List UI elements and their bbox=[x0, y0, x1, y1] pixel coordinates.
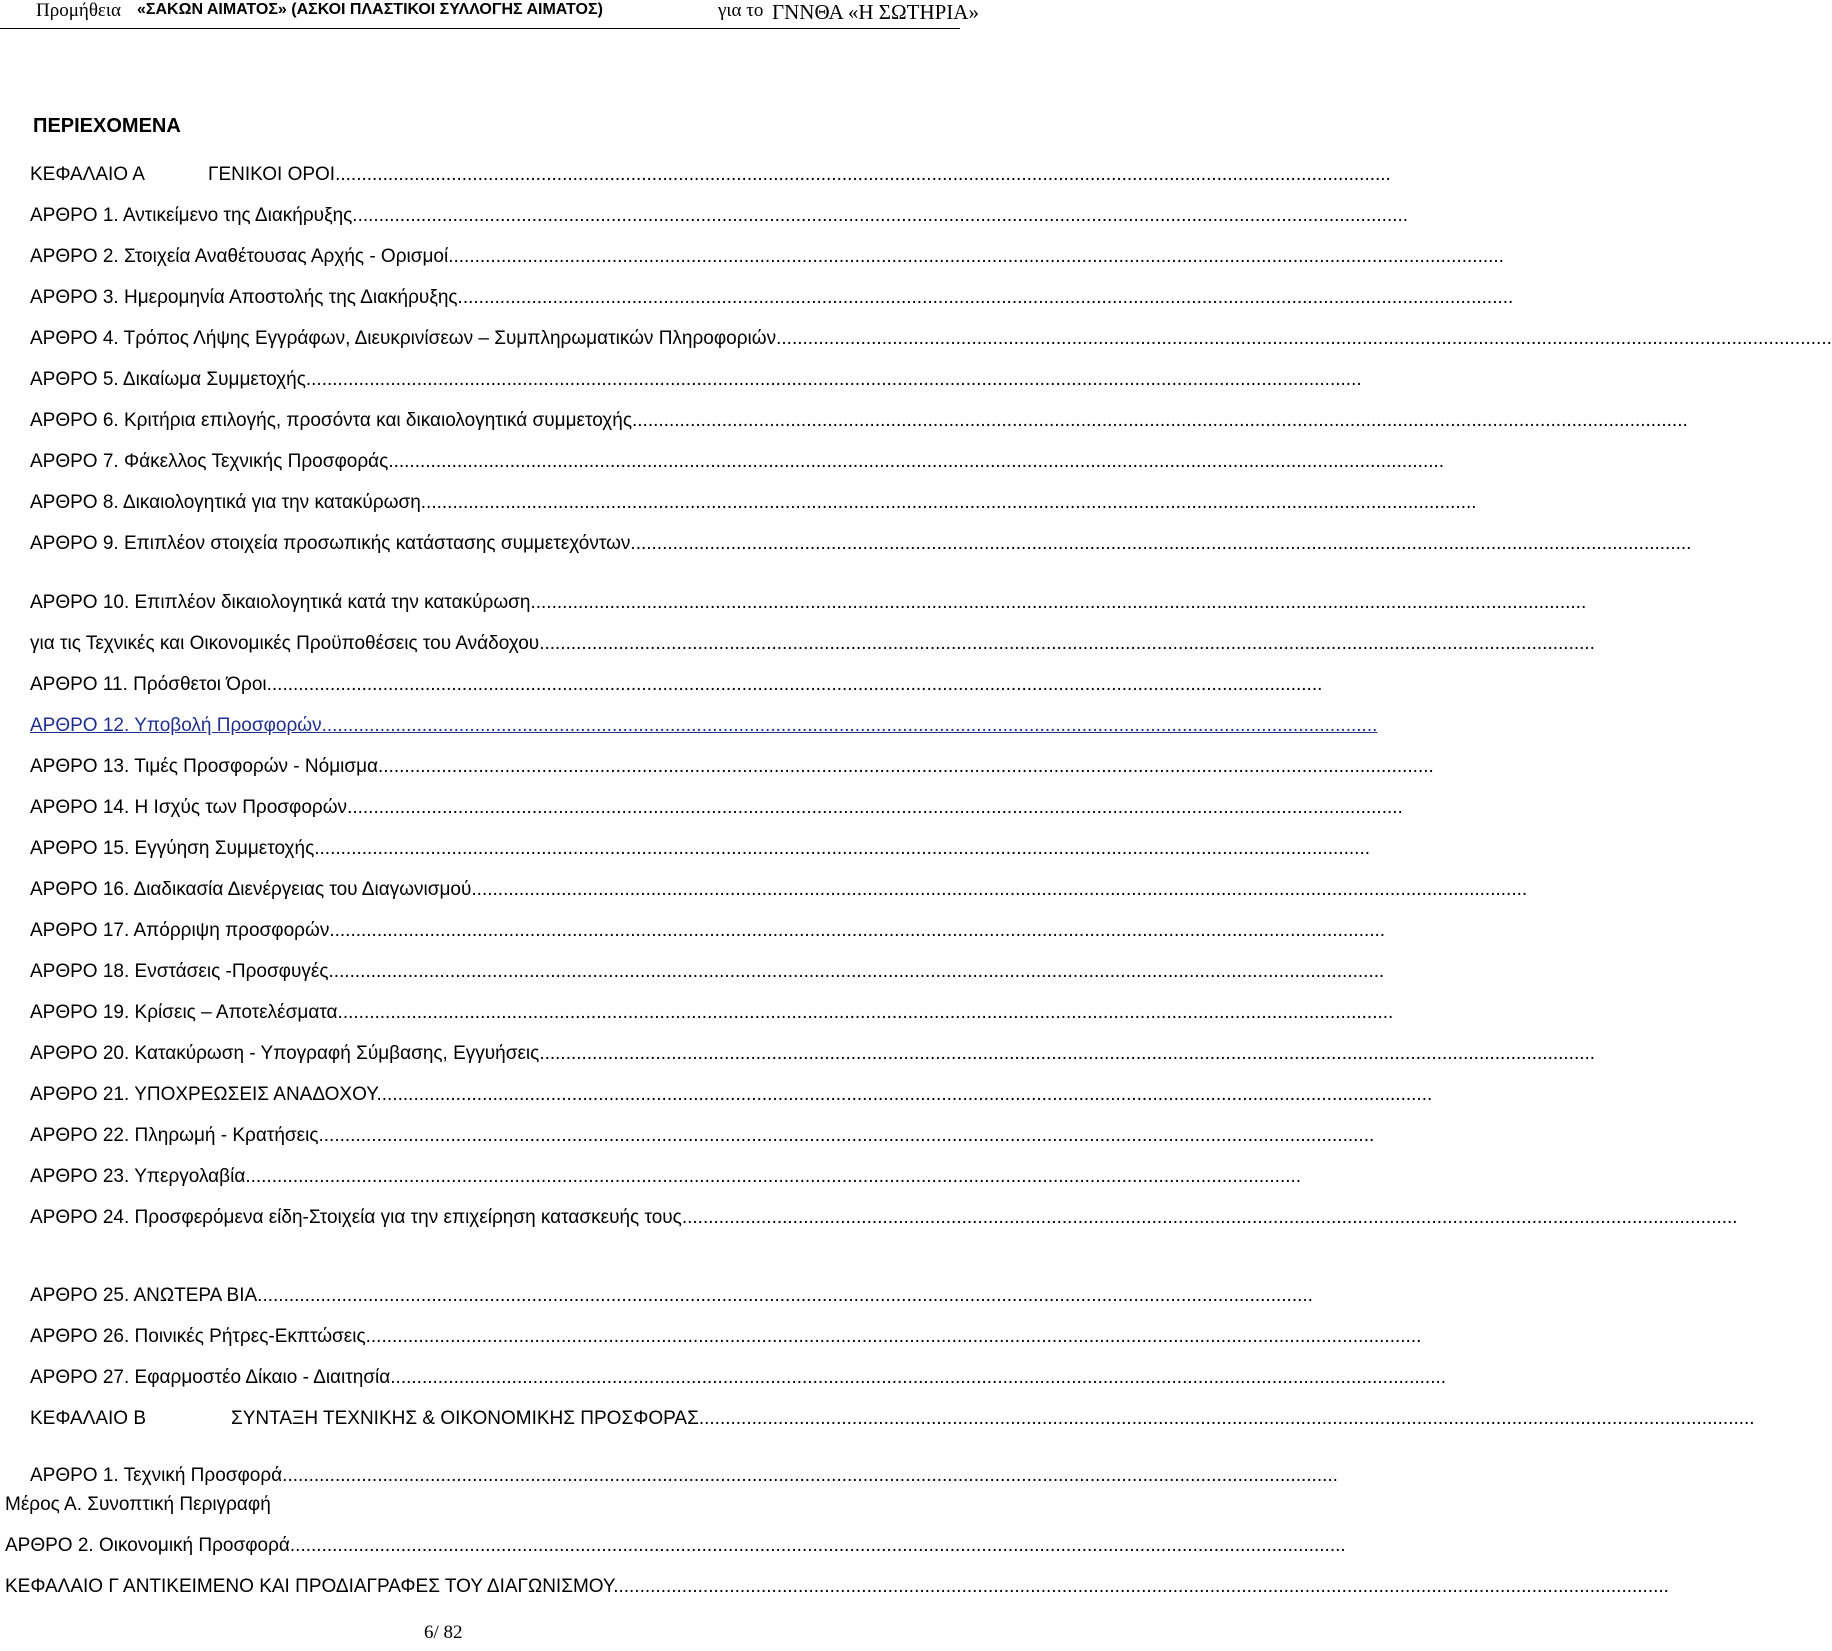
leader-dots: ........................................................................................................................................................................................................ bbox=[266, 674, 1323, 695]
toc-entry[interactable]: ΑΡΘΡΟ 14. Η Ισχύς των Προσφορών........................................................................................................................................................................................................ bbox=[30, 797, 1403, 818]
header-part-3: για το bbox=[718, 0, 764, 21]
leader-dots: ........................................................................................................................................................................................................ bbox=[321, 715, 1378, 736]
leader-dots: ........................................................................................................................................................................................................ bbox=[457, 287, 1514, 308]
leader-dots: ........................................................................................................................................................................................................ bbox=[335, 164, 1391, 185]
toc-entry[interactable]: ΑΡΘΡΟ 25. ΑΝΩΤΕΡΑ ΒΙΑ........................................................................................................................................................................................................ bbox=[30, 1285, 1313, 1306]
leader-dots: ........................................................................................................................................................................................................ bbox=[635, 533, 1692, 554]
toc-entry[interactable]: ΑΡΘΡΟ 4. Τρόπος Λήψης Εγγράφων, Διευκρινίσεων – Συμπληρωματικών Πληροφοριών........................................................................................................................................................................................................ bbox=[30, 328, 1832, 349]
leader-dots: ........................................................................................................................................................................................................ bbox=[318, 1125, 1375, 1146]
chapter-b-label: ΚΕΦΑΛΑΙΟ Β bbox=[30, 1408, 147, 1429]
toc-chapter-g[interactable]: ΚΕΦΑΛΑΙΟ Γ ΑΝΤΙΚΕΙΜΕΝΟ ΚΑΙ ΠΡΟΔΙΑΓΡΑΦΕΣ ΤΟΥ ΔΙΑΓΩΝΙΣΜΟΥ........................................................................................................................................................................................................ bbox=[5, 1576, 1669, 1597]
toc-entry[interactable]: ΑΡΘΡΟ 11. Πρόσθετοι Όροι........................................................................................................................................................................................................ bbox=[30, 674, 1323, 695]
chapter-a-label: ΚΕΦΑΛΑΙΟ Α bbox=[30, 164, 145, 185]
toc-entry[interactable]: ΑΡΘΡΟ 27. Εφαρμοστέο Δίκαιο - Διαιτησία........................................................................................................................................................................................................ bbox=[30, 1367, 1447, 1388]
page-header bbox=[36, 0, 979, 30]
header-part-4: ΓΝΝΘΑ «Η ΣΩΤΗΡΙΑ» bbox=[772, 0, 979, 24]
leader-dots: ........................................................................................................................................................................................................ bbox=[530, 592, 1587, 613]
leader-dots: ........................................................................................................................................................................................................ bbox=[289, 1535, 1346, 1556]
leader-dots: ........................................................................................................................................................................................................ bbox=[378, 756, 1434, 777]
chapter-a-title: ΓΕΝΙΚΟΙ ΟΡΟΙ bbox=[208, 164, 336, 185]
leader-dots: ........................................................................................................................................................................................................ bbox=[539, 1043, 1596, 1064]
toc-entry[interactable]: ΑΡΘΡΟ 18. Ενστάσεις -Προσφυγές........................................................................................................................................................................................................ bbox=[30, 961, 1385, 982]
leader-dots: ........................................................................................................................................................................................................ bbox=[698, 1408, 1755, 1429]
leader-dots: ........................................................................................................................................................................................................ bbox=[471, 879, 1528, 900]
chapter-b-title: ΣΥΝΤΑΞΗ ΤΕΧΝΙΚΗΣ & ΟΙΚΟΝΟΜΙΚΗΣ ΠΡΟΣΦΟΡΑΣ bbox=[231, 1408, 699, 1429]
leader-dots: ........................................................................................................................................................................................................ bbox=[347, 797, 1403, 818]
leader-dots: ........................................................................................................................................................................................................ bbox=[329, 920, 1386, 941]
toc-entry[interactable]: ΑΡΘΡΟ 15. Εγγύηση Συμμετοχής........................................................................................................................................................................................................ bbox=[30, 838, 1371, 859]
leader-dots: ........................................................................................................................................................................................................ bbox=[328, 961, 1385, 982]
toc-entry[interactable]: ΑΡΘΡΟ 10. Επιπλέον δικαιολογητικά κατά την κατακύρωση........................................................................................................................................................................................................ bbox=[30, 592, 1587, 613]
toc-entry[interactable]: ΑΡΘΡΟ 9. Επιπλέον στοιχεία προσωπικής κατάστασης συμμετεχόντων......................................................................................................................................................................................................... bbox=[30, 533, 1692, 554]
toc-entry-link[interactable]: ΑΡΘΡΟ 12. Υποβολή Προσφορών........................................................................................................................................................................................................ bbox=[30, 715, 1378, 736]
leader-dots: ........................................................................................................................................................................................................ bbox=[282, 1465, 1338, 1486]
toc-entry[interactable]: ΑΡΘΡΟ 22. Πληρωμή - Κρατήσεις........................................................................................................................................................................................................ bbox=[30, 1125, 1375, 1146]
leader-dots: ........................................................................................................................................................................................................ bbox=[448, 246, 1504, 267]
leader-dots: ........................................................................................................................................................................................................ bbox=[305, 369, 1362, 390]
toc-entry[interactable]: ΑΡΘΡΟ 3. Ημερομηνία Αποστολής της Διακήρυξης........................................................................................................................................................................................................ bbox=[30, 287, 1514, 308]
leader-dots: ........................................................................................................................................................................................................ bbox=[365, 1326, 1422, 1347]
leader-dots: ........................................................................................................................................................................................................ bbox=[388, 451, 1445, 472]
toc-b-article-1[interactable]: ΑΡΘΡΟ 1. Τεχνική Προσφορά........................................................................................................................................................................................................ bbox=[30, 1465, 1338, 1486]
toc-entry[interactable]: ΑΡΘΡΟ 2. Στοιχεία Αναθέτουσας Αρχής - Ορισμοί........................................................................................................................................................................................................ bbox=[30, 246, 1504, 267]
toc-entry[interactable]: ΑΡΘΡΟ 16. Διαδικασία Διενέργειας του Διαγωνισμού........................................................................................................................................................................................................ bbox=[30, 879, 1528, 900]
toc-entry[interactable]: ΑΡΘΡΟ 1. Αντικείμενο της Διακήρυξης........................................................................................................................................................................................................ bbox=[30, 205, 1409, 226]
leader-dots: ........................................................................................................................................................................................................ bbox=[539, 633, 1595, 654]
leader-dots: ........................................................................................................................................................................................................ bbox=[257, 1285, 1313, 1306]
leader-dots: ........................................................................................................................................................................................................ bbox=[314, 838, 1371, 859]
leader-dots: ........................................................................................................................................................................................................ bbox=[376, 1084, 1433, 1105]
leader-dots: ........................................................................................................................................................................................................ bbox=[776, 328, 1832, 349]
toc-chapter-a[interactable] bbox=[30, 161, 1391, 189]
leader-dots: ........................................................................................................................................................................................................ bbox=[337, 1002, 1394, 1023]
leader-dots: ........................................................................................................................................................................................................ bbox=[632, 410, 1688, 431]
leader-dots: ........................................................................................................................................................................................................ bbox=[420, 492, 1477, 513]
toc-part-a[interactable]: Μέρος Α. Συνοπτική Περιγραφή bbox=[5, 1494, 271, 1515]
toc-entry[interactable]: ΑΡΘΡΟ 5. Δικαίωμα Συμμετοχής........................................................................................................................................................................................................ bbox=[30, 369, 1362, 390]
leader-dots: ........................................................................................................................................................................................................ bbox=[390, 1367, 1447, 1388]
toc-title: ΠΕΡΙΕΧΟΜΕΝΑ bbox=[33, 115, 181, 137]
toc-entry[interactable]: ΑΡΘΡΟ 20. Κατακύρωση - Υπογραφή Σύμβασης, Εγγυήσεις........................................................................................................................................................................................................ bbox=[30, 1043, 1596, 1064]
leader-dots: ........................................................................................................................................................................................................ bbox=[352, 205, 1409, 226]
toc-entry[interactable]: ΑΡΘΡΟ 23. Υπεργολαβία........................................................................................................................................................................................................ bbox=[30, 1166, 1302, 1187]
toc-entry[interactable]: ΑΡΘΡΟ 13. Τιμές Προσφορών - Νόμισμα........................................................................................................................................................................................................ bbox=[30, 756, 1434, 777]
header-rule bbox=[0, 28, 960, 29]
header-part-1: Προμήθεια bbox=[36, 0, 121, 21]
toc-entry[interactable]: για τις Τεχνικές και Οικονομικές Προϋποθέσεις του Ανάδοχου........................................................................................................................................................................................................ bbox=[30, 633, 1595, 654]
header-part-2: «ΣΑΚΩΝ ΑΙΜΑΤΟΣ» (ΑΣΚΟΙ ΠΛΑΣΤΙΚΟΙ ΣΥΛΛΟΓΗΣ ΑΙΜΑΤΟΣ) bbox=[137, 1, 603, 18]
toc-entry[interactable]: ΑΡΘΡΟ 17. Απόρριψη προσφορών........................................................................................................................................................................................................ bbox=[30, 920, 1386, 941]
leader-dots: ........................................................................................................................................................................................................ bbox=[681, 1207, 1738, 1228]
toc-entry[interactable]: ΑΡΘΡΟ 7. Φάκελλος Τεχνικής Προσφοράς........................................................................................................................................................................................................ bbox=[30, 451, 1445, 472]
toc-entry[interactable]: ΑΡΘΡΟ 26. Ποινικές Ρήτρες-Εκπτώσεις........................................................................................................................................................................................................ bbox=[30, 1326, 1422, 1347]
toc-entry[interactable]: ΑΡΘΡΟ 24. Προσφερόμενα είδη-Στοιχεία για την επιχείρηση κατασκευής τους........................................................................................................................................................................................................ bbox=[30, 1207, 1738, 1228]
page-number: 6/ 82 bbox=[424, 1622, 463, 1643]
toc-b-article-2[interactable]: ΑΡΘΡΟ 2. Οικονομική Προσφορά........................................................................................................................................................................................................ bbox=[5, 1535, 1346, 1556]
leader-dots: ........................................................................................................................................................................................................ bbox=[245, 1166, 1302, 1187]
toc-entry[interactable]: ΑΡΘΡΟ 21. ΥΠΟΧΡΕΩΣΕΙΣ ΑΝΑΔΟΧΟΥ........................................................................................................................................................................................................ bbox=[30, 1084, 1433, 1105]
toc-entry[interactable]: ΑΡΘΡΟ 6. Κριτήρια επιλογής, προσόντα και δικαιολογητικά συμμετοχής........................................................................................................................................................................................................ bbox=[30, 410, 1688, 431]
toc-chapter-b[interactable] bbox=[30, 1405, 1755, 1433]
leader-dots: ........................................................................................................................................................................................................ bbox=[613, 1576, 1669, 1597]
toc-entry[interactable]: ΑΡΘΡΟ 8. Δικαιολογητικά για την κατακύρωση........................................................................................................................................................................................................ bbox=[30, 492, 1477, 513]
toc-entry[interactable]: ΑΡΘΡΟ 19. Κρίσεις – Αποτελέσματα........................................................................................................................................................................................................ bbox=[30, 1002, 1394, 1023]
